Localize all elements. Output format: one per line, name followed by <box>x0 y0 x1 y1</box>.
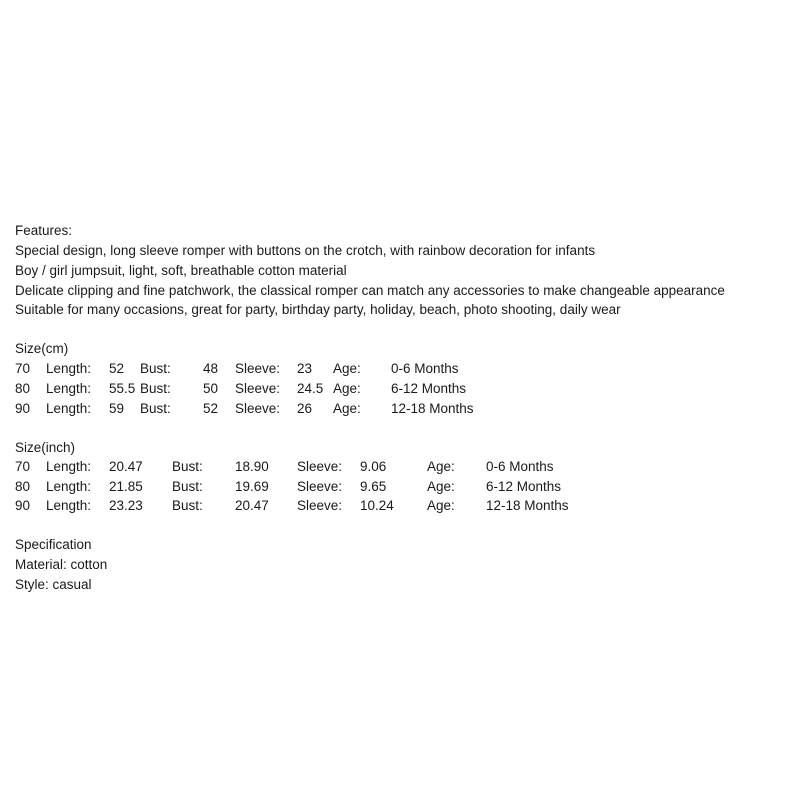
age-label: Age: <box>427 459 455 474</box>
bust-label: Bust: <box>172 479 203 494</box>
size-inch-row <box>0 459 800 475</box>
length-label: Length: <box>46 479 92 494</box>
sleeve-value: 23 <box>297 361 313 376</box>
sleeve-value: 9.65 <box>360 479 387 494</box>
age-value: 0-6 Months <box>391 361 459 376</box>
bust-value: 19.69 <box>235 479 269 494</box>
bust-label: Bust: <box>140 361 171 376</box>
bust-label: Bust: <box>140 381 171 396</box>
sleeve-label: Sleeve: <box>297 479 343 494</box>
style-text: Style: casual <box>15 577 92 592</box>
age-value: 6-12 Months <box>486 479 562 494</box>
age-label: Age: <box>427 479 455 494</box>
age-value: 0-6 Months <box>486 459 554 474</box>
size-inch-row <box>0 479 800 495</box>
sleeve-value: 9.06 <box>360 459 387 474</box>
length-value: 52 <box>109 361 125 376</box>
sleeve-label: Sleeve: <box>235 401 281 416</box>
age-label: Age: <box>333 361 361 376</box>
bust-value: 48 <box>203 361 219 376</box>
length-value: 21.85 <box>109 479 143 494</box>
size-cm-row <box>0 361 800 377</box>
bust-label: Bust: <box>172 498 203 513</box>
length-label: Length: <box>46 361 92 376</box>
size-value: 70 <box>15 361 31 376</box>
feature-line: Special design, long sleeve romper with buttons on the crotch, with rainbow decoration for infants <box>15 243 596 258</box>
size-value: 90 <box>15 401 31 416</box>
size-value: 70 <box>15 459 31 474</box>
feature-line: Suitable for many occasions, great for party, birthday party, holiday, beach, photo shooting, daily wear <box>15 302 621 317</box>
size-cm-row <box>0 381 800 397</box>
length-value: 59 <box>109 401 125 416</box>
bust-value: 20.47 <box>235 498 269 513</box>
feature-line: Boy / girl jumpsuit, light, soft, breathable cotton material <box>15 263 347 278</box>
length-label: Length: <box>46 381 92 396</box>
size-inch-row <box>0 498 800 514</box>
length-value: 20.47 <box>109 459 143 474</box>
specification-heading: Specification <box>15 537 92 552</box>
bust-value: 50 <box>203 381 219 396</box>
age-value: 12-18 Months <box>391 401 474 416</box>
size-inch-heading: Size(inch) <box>15 440 76 455</box>
sleeve-value: 24.5 <box>297 381 324 396</box>
size-cm-heading: Size(cm) <box>15 341 69 356</box>
age-value: 12-18 Months <box>486 498 569 513</box>
age-label: Age: <box>333 401 361 416</box>
features-heading: Features: <box>15 223 73 238</box>
sleeve-value: 10.24 <box>360 498 394 513</box>
age-label: Age: <box>427 498 455 513</box>
size-value: 90 <box>15 498 31 513</box>
length-label: Length: <box>46 401 92 416</box>
age-value: 6-12 Months <box>391 381 467 396</box>
size-value: 80 <box>15 381 31 396</box>
sleeve-label: Sleeve: <box>235 361 281 376</box>
material-text: Material: cotton <box>15 557 108 572</box>
size-value: 80 <box>15 479 31 494</box>
sleeve-label: Sleeve: <box>297 498 343 513</box>
bust-value: 52 <box>203 401 219 416</box>
length-value: 23.23 <box>109 498 143 513</box>
sleeve-label: Sleeve: <box>297 459 343 474</box>
bust-label: Bust: <box>140 401 171 416</box>
bust-value: 18.90 <box>235 459 269 474</box>
sleeve-label: Sleeve: <box>235 381 281 396</box>
length-value: 55.5 <box>109 381 136 396</box>
feature-line: Delicate clipping and fine patchwork, the classical romper can match any accessories to make changeable appearance <box>15 283 725 298</box>
length-label: Length: <box>46 498 92 513</box>
sleeve-value: 26 <box>297 401 313 416</box>
length-label: Length: <box>46 459 92 474</box>
size-cm-row <box>0 401 800 417</box>
age-label: Age: <box>333 381 361 396</box>
bust-label: Bust: <box>172 459 203 474</box>
